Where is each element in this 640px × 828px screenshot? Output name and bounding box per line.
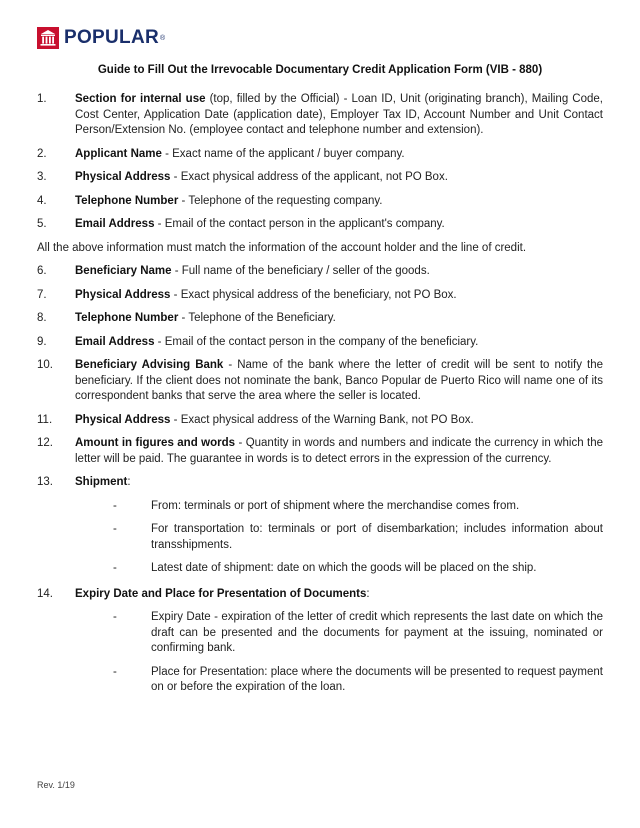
- sub-item-dash: -: [113, 611, 117, 623]
- item-body: [75, 475, 603, 577]
- sub-item-dash: -: [113, 499, 117, 512]
- item-number: 4.: [37, 194, 47, 207]
- item-number: 10.: [37, 359, 53, 371]
- list-item-expiry: [37, 587, 603, 696]
- item-term: Applicant Name: [75, 147, 162, 160]
- popular-logo: [37, 27, 165, 49]
- item-number: 2.: [37, 147, 47, 160]
- item-desc: - Email of the contact person in the company of the beneficiary.: [154, 335, 479, 348]
- sub-item-text: From: terminals or port of shipment where the merchandise comes from.: [151, 499, 520, 512]
- item-desc: - Exact physical address of the Warning Bank, not PO Box.: [170, 413, 474, 426]
- sub-item: [113, 610, 603, 657]
- list-item: [37, 311, 603, 327]
- list-item: [37, 335, 603, 351]
- item-desc: - Telephone of the Beneficiary.: [178, 312, 336, 324]
- item-number: 3.: [37, 171, 47, 183]
- item-body: [75, 92, 603, 139]
- list-item: [37, 194, 603, 210]
- item-number: 12.: [37, 437, 53, 449]
- item-term: Section for internal use: [75, 93, 206, 105]
- item-number: 7.: [37, 288, 47, 301]
- item-term: Physical Address: [75, 171, 171, 183]
- item-number: 11.: [37, 413, 53, 426]
- item-desc: - Exact name of the applicant / buyer company.: [161, 147, 405, 160]
- item-number: 14.: [37, 587, 53, 600]
- item-term: Beneficiary Name: [75, 265, 172, 277]
- item-desc: - Email of the contact person in the applicant's company.: [154, 218, 445, 230]
- popular-logo-icon: [37, 27, 59, 49]
- item-body: [75, 194, 603, 210]
- shipment-sublist: [75, 499, 603, 577]
- list-item: [37, 170, 603, 186]
- item-body: [75, 587, 603, 696]
- list-item: [37, 147, 603, 163]
- list-item: [37, 92, 603, 139]
- item-desc: - Telephone of the requesting company.: [178, 194, 383, 207]
- item-term: Amount in figures and words: [75, 437, 236, 449]
- list-item: [37, 288, 603, 304]
- list-item: [37, 436, 603, 467]
- item-body: [75, 335, 603, 351]
- logo-text: POPULAR: [64, 27, 159, 48]
- sub-item-text: Latest date of shipment: date on which the goods will be placed on the ship.: [151, 562, 537, 574]
- item-list-applicant: [37, 92, 603, 233]
- expiry-sublist: [75, 610, 603, 696]
- item-term: Shipment: [75, 476, 128, 488]
- item-body: [75, 170, 603, 186]
- guide-content: [37, 92, 603, 704]
- list-item: [37, 413, 603, 429]
- item-term: Email Address: [75, 335, 155, 348]
- item-body: [75, 288, 603, 304]
- sub-item-dash: -: [113, 562, 117, 574]
- list-item: [37, 264, 603, 280]
- item-number: 1.: [37, 93, 47, 105]
- item-desc: - Name of the bank where the letter of credit will be sent to notify the beneficiary. If the client does not nominate the bank, Banco Popular de Puerto Rico will name one of its correspondent banks that serve the area where the seller is located.: [75, 359, 603, 402]
- item-term: Telephone Number: [75, 194, 179, 207]
- logo-registered-mark: ®: [160, 34, 166, 42]
- sub-item-dash: -: [113, 665, 117, 678]
- sub-item-text: Expiry Date - expiration of the letter of credit which represents the last date on which the draft can be presented and the documents for payment at the issuing, nominated or confirming bank.: [151, 611, 603, 654]
- item-term: Email Address: [75, 218, 155, 230]
- list-item-shipment: [37, 475, 603, 577]
- item-body: [75, 413, 603, 429]
- sub-item: [113, 499, 603, 515]
- item-desc: :: [127, 476, 131, 488]
- sub-item: [113, 665, 603, 696]
- item-body: [75, 147, 603, 163]
- sub-item: [113, 522, 603, 553]
- note-text: All the above information must match the information of the account holder and the line of credit.: [37, 241, 527, 254]
- sub-item: [113, 561, 603, 577]
- item-number: 9.: [37, 335, 47, 348]
- item-term: Telephone Number: [75, 312, 179, 324]
- item-body: [75, 217, 603, 233]
- item-list-beneficiary: [37, 264, 603, 467]
- item-number: 5.: [37, 218, 47, 230]
- revision-footer: Rev. 1/19: [37, 780, 75, 790]
- item-number: 8.: [37, 312, 47, 324]
- sub-item-text: For transportation to: terminals or port of disembarkation; includes information about transshipments.: [151, 523, 603, 551]
- item-body: [75, 264, 603, 280]
- item-term: Physical Address: [75, 413, 171, 426]
- item-desc: :: [366, 587, 370, 600]
- sub-item-dash: -: [113, 523, 117, 535]
- item-number: 6.: [37, 265, 47, 277]
- sub-item-text: Place for Presentation: place where the documents will be presented to request payment on or before the expiration of the loan.: [151, 665, 603, 693]
- list-item: [37, 358, 603, 405]
- item-term: Beneficiary Advising Bank: [75, 359, 224, 371]
- page-title: Guide to Fill Out the Irrevocable Documentary Credit Application Form (VIB - 880): [97, 64, 543, 76]
- item-body: [75, 358, 603, 405]
- item-body: [75, 311, 603, 327]
- item-term: Expiry Date and Place for Presentation of Documents: [75, 587, 367, 600]
- item-desc: - Full name of the beneficiary / seller of the goods.: [171, 265, 430, 277]
- item-desc: - Exact physical address of the beneficiary, not PO Box.: [170, 288, 457, 301]
- list-item: [37, 217, 603, 233]
- item-desc: - Quantity in words and numbers and indicate the currency in which the letter will be paid. The guarantee in words is to detect errors in the expression of the currency.: [75, 437, 603, 465]
- item-body: [75, 436, 603, 467]
- item-number: 13.: [37, 476, 53, 488]
- item-desc: - Exact physical address of the applicant, not PO Box.: [170, 171, 448, 183]
- item-term: Physical Address: [75, 288, 171, 301]
- item-desc: (top, filled by the Official) - Loan ID, Unit (originating branch), Mailing Code, Cost Center, Application Date (application date), Employer Tax ID, Account Number and Unit Contact Person/Extension No. (employee contact and telephone number and extension).: [75, 93, 603, 136]
